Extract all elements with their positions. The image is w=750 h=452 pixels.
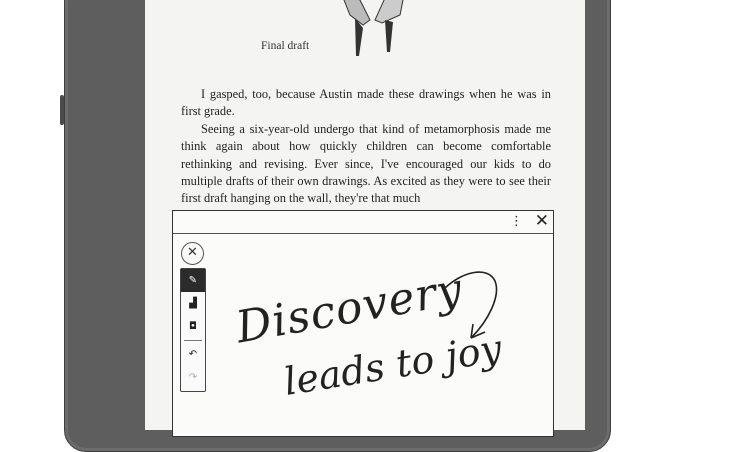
paragraph: Seeing a six-year-old undergo that kind of metamorphosis made me think again about how quickly children can become comfortable rethinking and revising. Ever since, I've encouraged our kids to do multiple drafts of their own drawings. As excited as they were to see their first draft hanging on the wall, they're that much bbox=[181, 121, 551, 206]
close-note-icon[interactable]: ✕ bbox=[534, 211, 549, 231]
redo-icon[interactable]: ↷ bbox=[188, 372, 198, 383]
handwriting-line: Discovery bbox=[232, 263, 467, 354]
toolbar-divider bbox=[184, 340, 202, 341]
book-text bbox=[181, 86, 551, 208]
sticky-note-panel[interactable] bbox=[172, 210, 554, 437]
close-toolbar-button[interactable]: ✕ bbox=[181, 242, 204, 265]
note-header bbox=[173, 211, 553, 234]
pen-tool-icon[interactable]: ✎ bbox=[181, 269, 205, 292]
handwriting-line: leads to joy bbox=[280, 326, 505, 404]
handwritten-arrow-icon bbox=[443, 266, 523, 346]
paragraph: I gasped, too, because Austin made these drawings when he was in first grade. bbox=[181, 87, 551, 119]
undo-icon[interactable]: ↶ bbox=[188, 349, 198, 360]
book-illustration bbox=[315, 0, 425, 60]
eraser-tool-icon[interactable]: ◘ bbox=[189, 321, 197, 332]
writing-toolbar bbox=[180, 268, 206, 392]
illustration-caption: Final draft bbox=[261, 40, 310, 52]
more-options-icon[interactable]: ⋮ bbox=[510, 214, 523, 229]
highlighter-tool-icon[interactable]: ▟ bbox=[189, 298, 197, 309]
